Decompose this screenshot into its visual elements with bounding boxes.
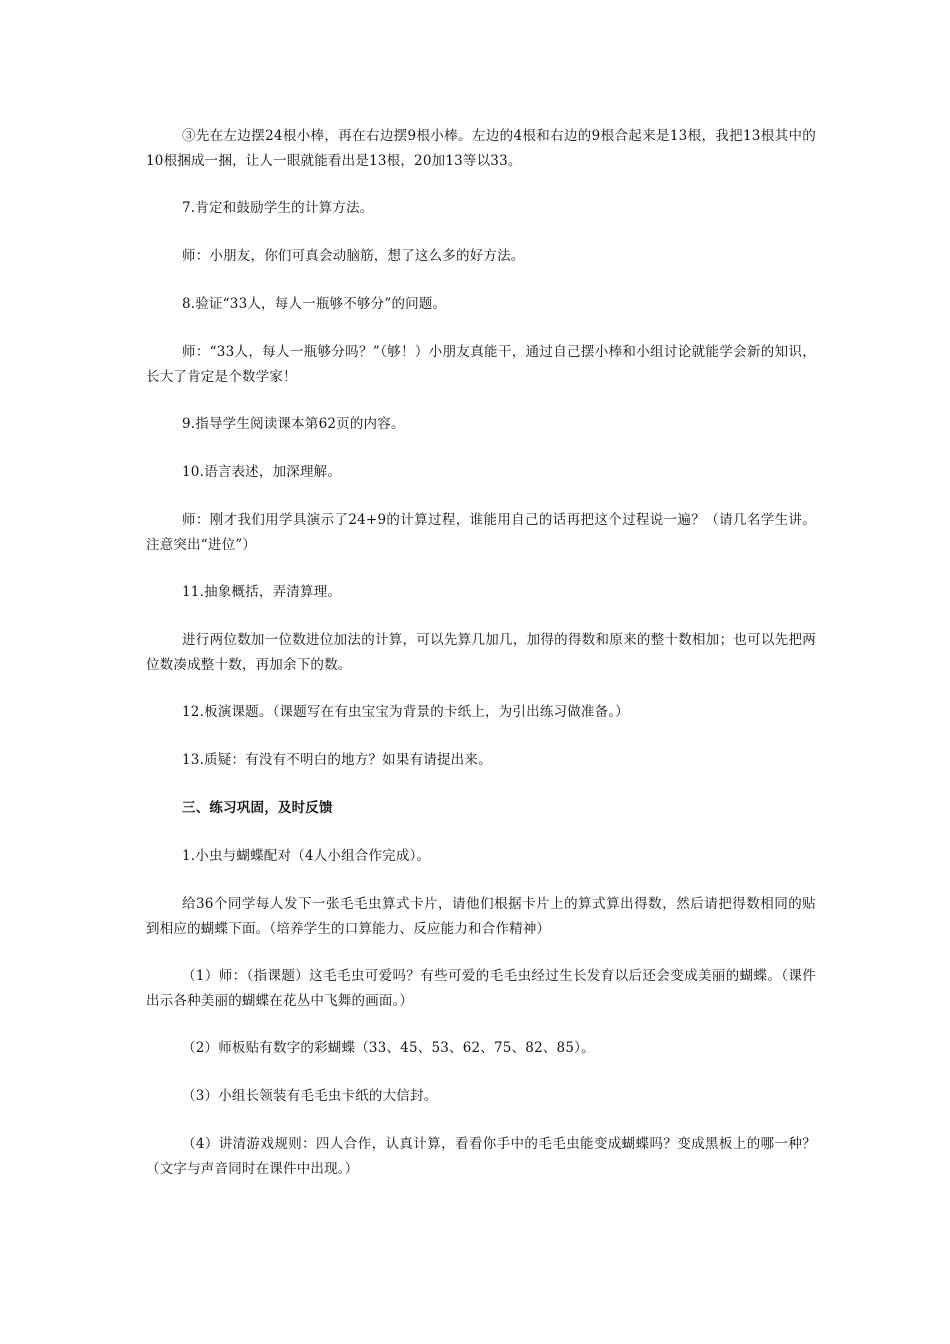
paragraph-substep-4: （4）讲清游戏规则：四人合作，认真计算，看看你手中的毛毛虫能变成蝴蝶吗？变成黑板上的哪一种？（文字与声音同时在课件中出现。）	[146, 1136, 816, 1177]
section-heading-practice: 三、练习巩固，及时反馈	[182, 800, 333, 816]
paragraph-teacher-verify: 师：“33人，每人一瓶够分吗？”（够！）小朋友真能干，通过自己摆小棒和小组讨论就能学会新的知识，长大了肯定是个数学家！	[146, 344, 816, 385]
paragraph-substep-3: （3）小组长领装有毛毛虫卡纸的大信封。	[182, 1088, 438, 1104]
paragraph-step-13: 13.质疑：有没有不明白的地方？如果有请提出来。	[182, 752, 492, 768]
paragraph-teacher-demo: 师：刚才我们用学具演示了24+9的计算过程，谁能用自己的话再把这个过程说一遍？（请几名学生讲。注意突出“进位”）	[146, 512, 816, 553]
paragraph-step-10: 10.语言表述，加深理解。	[182, 464, 342, 480]
paragraph-teacher-praise: 师：小朋友，你们可真会动脑筋，想了这么多的好方法。	[182, 248, 525, 264]
paragraph-step-3: ③先在左边摆24根小棒，再在右边摆9根小棒。左边的4根和右边的9根合起来是13根，我把13根其中的10根捆成一捆，让人一眼就能看出是13根，20加13等以33。	[146, 128, 816, 169]
paragraph-step-8: 8.验证“33人，每人一瓶够不够分”的问题。	[182, 296, 447, 312]
paragraph-step-7: 7.肯定和鼓励学生的计算方法。	[182, 200, 374, 216]
paragraph-exercise-cards: 给36个同学每人发下一张毛毛虫算式卡片，请他们根据卡片上的算式算出得数，然后请把得数相同的贴到相应的蝴蝶下面。（培养学生的口算能力、反应能力和合作精神）	[146, 896, 816, 937]
paragraph-rule-summary: 进行两位数加一位数进位加法的计算，可以先算几加几，加得的得数和原来的整十数相加；也可以先把两位数凑成整十数，再加余下的数。	[146, 632, 816, 673]
paragraph-step-11: 11.抽象概括，弄清算理。	[182, 584, 342, 600]
paragraph-exercise-1: 1.小虫与蝴蝶配对（4人小组合作完成）。	[182, 848, 431, 864]
paragraph-substep-1: （1）师：（指课题）这毛毛虫可爱吗？有些可爱的毛毛虫经过生长发育以后还会变成美丽的蝴蝶。（课件出示各种美丽的蝴蝶在花丛中飞舞的画面。）	[146, 968, 816, 1009]
paragraph-substep-2: （2）师板贴有数字的彩蝴蝶（33、45、53、62、75、82、85）。	[182, 1040, 595, 1056]
paragraph-step-9: 9.指导学生阅读课本第62页的内容。	[182, 416, 405, 432]
document-page	[146, 124, 816, 1204]
paragraph-step-12: 12.板演课题。（课题写在有虫宝宝为背景的卡纸上，为引出练习做准备。）	[182, 704, 629, 720]
